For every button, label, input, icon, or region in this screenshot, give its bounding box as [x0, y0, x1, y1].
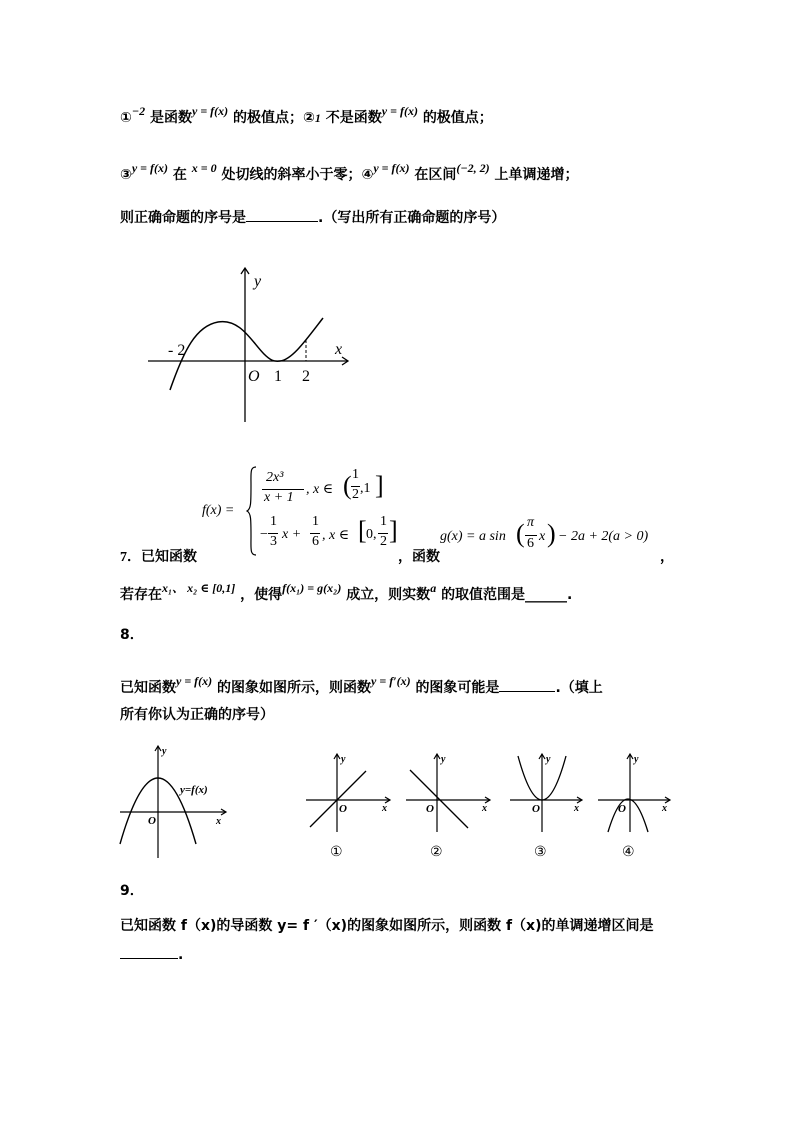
- y-label: y: [162, 746, 167, 757]
- text: 的取值范围是______.: [441, 587, 573, 603]
- paren-left: (: [343, 471, 352, 500]
- case2-frac1-den: 3: [270, 534, 277, 549]
- formula: y = f(x): [373, 161, 410, 175]
- bracket-right: ]: [375, 471, 384, 500]
- problem7-number: 7．已知函数: [120, 550, 197, 565]
- problem6-line1: [120, 104, 493, 128]
- case2-domain: , x ∈: [322, 528, 350, 543]
- text: 的极值点；: [422, 110, 493, 126]
- text: .（写出所有正确命题的序号）: [318, 210, 506, 226]
- x-label: x: [662, 803, 667, 814]
- x-label: x: [382, 803, 387, 814]
- equation: f(x₁) = g(x₂): [282, 581, 342, 595]
- g-six: 6: [527, 536, 534, 551]
- case1-int-right: ,1: [360, 481, 371, 496]
- problem8-line2: 所有你认为正确的序号）: [120, 707, 274, 723]
- tick-2: 2: [302, 368, 310, 385]
- condition: x = 0: [191, 161, 217, 175]
- origin-label: O: [618, 803, 626, 815]
- marker-3: ③: [120, 167, 132, 183]
- problem6-line2: [120, 161, 579, 185]
- paren-right: ): [547, 519, 556, 548]
- g-x: x: [539, 529, 546, 544]
- y-label: y: [546, 754, 551, 765]
- option2-graph: [402, 750, 494, 860]
- case1-int-den: 2: [352, 487, 359, 502]
- origin-label: O: [426, 803, 434, 815]
- answer-blank[interactable]: [246, 207, 318, 222]
- curve-label: y=f(x): [180, 784, 208, 796]
- option-mark-1[interactable]: ①: [330, 845, 343, 860]
- y-label: y: [254, 273, 262, 290]
- problem7-line2: [120, 581, 573, 605]
- option1-graph: [302, 750, 394, 860]
- bracket-right: ]: [389, 516, 398, 545]
- case1-int-num: 1: [352, 467, 359, 482]
- curve: [170, 318, 323, 390]
- case2-mid: x +: [282, 527, 302, 542]
- text: 的图象如图所示，则函数: [217, 680, 372, 696]
- tick-1: 1: [274, 368, 282, 385]
- value-1: 1: [314, 111, 321, 125]
- text: 的图象可能是: [415, 680, 500, 696]
- y-label: y: [634, 754, 639, 765]
- formula: y = f(x): [176, 674, 213, 688]
- formula: y = f(x): [381, 104, 418, 118]
- case1-domain: , x ∈: [306, 482, 334, 497]
- left-brace-icon: [246, 465, 258, 557]
- problem6-line3: [120, 207, 505, 228]
- problem8-number: 8．: [120, 627, 144, 643]
- case2-int-left: 0,: [366, 527, 377, 542]
- value-neg2: −2: [131, 104, 146, 118]
- text: 成立，则实数: [346, 587, 431, 603]
- problem6-graph: [140, 262, 360, 427]
- var-a: a: [430, 581, 437, 595]
- marker-4: ④: [361, 167, 374, 183]
- origin-label: O: [339, 803, 347, 815]
- g-lhs: g(x) = a sin: [440, 529, 506, 544]
- x-label: x: [216, 816, 221, 827]
- y-label: y: [441, 754, 446, 765]
- case2-frac2-num: 1: [312, 514, 319, 529]
- text: 不是函数: [325, 110, 382, 126]
- origin-label: O: [532, 803, 540, 815]
- text: 则正确命题的序号是: [120, 210, 246, 226]
- text: 的极值点；: [233, 110, 304, 126]
- case2-frac1-num: 1: [270, 514, 277, 529]
- case2-int-den: 2: [380, 534, 387, 549]
- text: 处切线的斜率小于零；: [221, 167, 362, 183]
- problem8-line1: [120, 674, 603, 698]
- text: 是函数: [150, 110, 193, 126]
- text: ，使得: [240, 587, 283, 603]
- y-label: y: [341, 754, 346, 765]
- problem7-sep: ，函数: [398, 550, 440, 565]
- origin-label: O: [248, 368, 260, 385]
- option-mark-2[interactable]: ②: [430, 845, 443, 860]
- downward-parabola: [608, 799, 648, 832]
- answer-blank[interactable]: [120, 944, 178, 959]
- g-rest: − 2a + 2(a > 0): [558, 529, 649, 544]
- text: 在: [172, 167, 187, 183]
- case1-numerator: 2x³: [266, 470, 284, 485]
- text: 在区间: [414, 167, 457, 183]
- case2-minus: −: [260, 527, 268, 542]
- formula: y = f(x): [192, 104, 229, 118]
- answer-blank[interactable]: [499, 677, 555, 692]
- x-label: x: [574, 803, 579, 814]
- marker-1: ①: [120, 110, 132, 126]
- formula: y = f′(x): [371, 674, 411, 688]
- option-mark-4[interactable]: ④: [622, 845, 635, 860]
- option4-graph: [594, 750, 676, 860]
- vars: x₁、 x₂ ∈ [0,1]: [162, 581, 236, 595]
- piecewise-lhs: f(x) =: [202, 503, 235, 518]
- option-mark-3[interactable]: ③: [534, 845, 547, 860]
- bracket-left: [: [358, 516, 367, 545]
- text: .（填上: [555, 680, 603, 696]
- origin-label: O: [148, 815, 156, 827]
- problem9-line1: 已知函数 f（x)的导函数 y= f ′（x)的图象如图所示，则函数 f（x)的单调递增区间是: [120, 918, 654, 934]
- decreasing-line: [410, 770, 468, 828]
- text: 若存在: [120, 587, 162, 603]
- comma: ，: [660, 550, 674, 565]
- x-label: x: [335, 341, 343, 358]
- x-label: x: [482, 803, 487, 814]
- problem9-number: 9．: [120, 883, 144, 899]
- option3-graph: [506, 750, 588, 860]
- case2-int-num: 1: [380, 514, 387, 529]
- text: .: [178, 947, 184, 963]
- problem8-main-graph: [118, 742, 230, 860]
- increasing-line: [310, 771, 366, 827]
- text: 上单调递增；: [494, 167, 579, 183]
- case1-denominator: x + 1: [264, 490, 294, 505]
- text: 已知函数: [120, 680, 176, 696]
- marker-2: ②: [303, 110, 315, 126]
- tick-neg2: - 2: [168, 342, 186, 359]
- formula: y = f(x): [131, 161, 169, 175]
- g-pi: π: [527, 515, 535, 530]
- case2-frac2-den: 6: [312, 534, 319, 549]
- problem9-line2: [120, 944, 183, 965]
- interval: (−2, 2): [456, 161, 490, 175]
- paren-left: (: [516, 519, 525, 548]
